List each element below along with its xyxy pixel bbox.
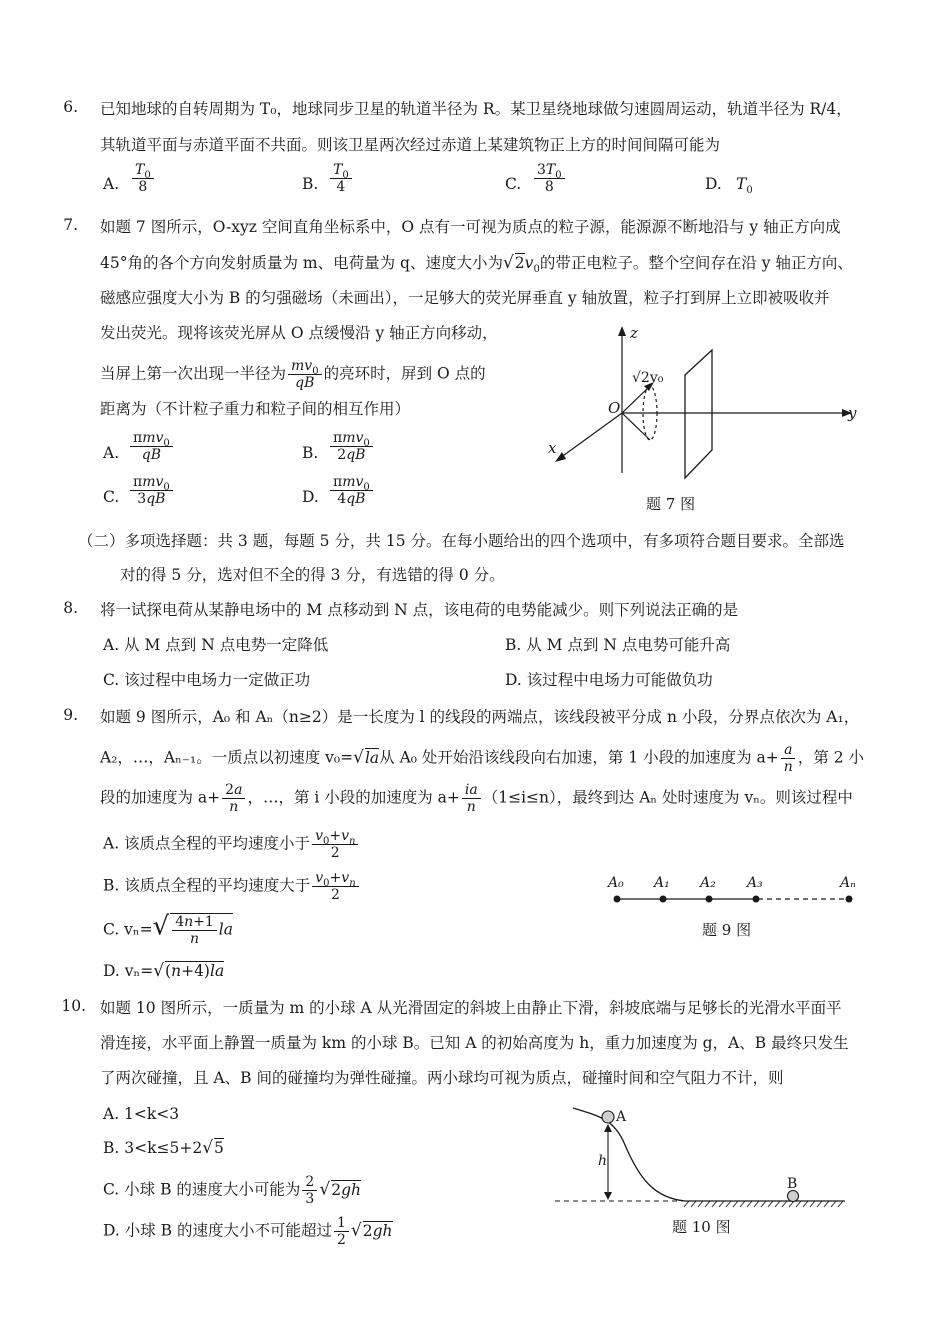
option-d-value: $T_0$ xyxy=(736,175,753,197)
option-d: D. vₙ=√(n+4)la xyxy=(103,961,225,981)
option-a: A. 1<k<3 xyxy=(103,1105,180,1123)
option-a-label: A. xyxy=(103,444,120,462)
ball-a xyxy=(602,1111,614,1123)
question-stem-line: 如题 9 图所示，A₀ 和 Aₙ（n≥2）是一长度为 l 的线段的两端点，该线段被平分成 n 小段，分界点依次为 A₁， xyxy=(100,708,860,726)
question-number: 6. xyxy=(63,98,78,116)
ball-b-label: B xyxy=(787,1176,798,1192)
option-a: A. 该质点全程的平均速度小于 $\frac{v_0+v_n}{2}$ xyxy=(103,828,360,861)
option-b: B. 该质点全程的平均速度大于 $\frac{v_0+v_n}{2}$ xyxy=(103,870,361,903)
option-a-value: $\frac{T_0}{8}$ xyxy=(130,162,156,195)
section-instruction-line: 对的得 5 分，选对但不全的得 3 分，有选错的得 0 分。 xyxy=(120,566,505,584)
option-b-label: B. xyxy=(302,175,319,193)
question-stem-line: 距离为（不计粒子重力和粒子间的相互作用） xyxy=(100,400,411,418)
section-instruction-line: （二）多项选择题：共 3 题，每题 5 分，共 15 分。在每小题给出的四个选项中，有多项符合题目要求。全部选 xyxy=(78,532,845,550)
option-b-label: B. xyxy=(302,444,319,462)
velocity-label: √2v₀ xyxy=(632,370,664,386)
option-d-label: D. xyxy=(302,488,319,506)
option-d-value: $\frac{\pi mv_0}{4qB}$ xyxy=(328,474,375,507)
ground-hatching xyxy=(684,1201,843,1207)
origin-label: O xyxy=(608,399,621,417)
question-stem-line: 段的加速度为 a+ $\frac{2a}{n}$ ，…，第 i 小段的加速度为 a+ $\frac{ia}{n}$ （1≤i≤n），最终到达 Aₙ 处时速度为 vₙ。则该过程中 xyxy=(100,782,853,815)
ball-b xyxy=(788,1191,799,1202)
question-stem-line: 发出荧光。现将该荧光屏从 O 点缓慢沿 y 轴正方向移动， xyxy=(100,324,498,342)
question-number: 8. xyxy=(63,599,78,617)
question-stem-line: 了两次碰撞，且 A、B 间的碰撞均为弹性碰撞。两小球均可视为质点，碰撞时间和空气阻力不计，则 xyxy=(100,1069,784,1087)
question-stem-line: 磁感应强度大小为 B 的匀强磁场（未画出），一足够大的荧光屏垂直 y 轴放置，粒子打到屏上立即被吸收并 xyxy=(100,289,830,307)
option-c-label: C. xyxy=(505,175,522,193)
option-b: B. 从 M 点到 N 点电势可能升高 xyxy=(505,636,731,654)
height-arrow-bottom xyxy=(604,1192,612,1200)
label-a2: A₂ xyxy=(700,875,716,891)
x-arrow-head xyxy=(555,452,566,462)
question-stem-line: 其轨道平面与赤道平面不共面。则该卫星两次经过赤道上某建筑物正上方的时间间隔可能为 xyxy=(100,136,721,154)
option-d-label: D. xyxy=(705,175,722,193)
fluorescent-screen xyxy=(685,350,712,478)
z-label: z xyxy=(630,324,638,342)
height-arrow-top xyxy=(604,1124,612,1132)
option-b-value: $\frac{\pi mv_0}{2qB}$ xyxy=(328,430,375,463)
option-d: D. 小球 B 的速度大小不可能超过 $\frac{1}{2}$ √2gh xyxy=(103,1215,393,1248)
point-a3 xyxy=(753,896,760,903)
cone-line xyxy=(622,413,650,440)
label-an: Aₙ xyxy=(840,875,856,891)
figure-7-diagram xyxy=(540,320,870,520)
point-a0 xyxy=(614,896,621,903)
option-b-value: $\frac{T_0}{4}$ xyxy=(328,162,354,195)
question-stem-line: A₂，…，Aₙ₋₁。一质点以初速度 v₀=√la从 A₀ 处开始沿该线段向右加速，第 1 小段的加速度为 a+ $\frac{a}{n}$ ，第 2 小 xyxy=(100,742,865,775)
question-stem-line: 当屏上第一次出现一半径为 $\frac{mv_0}{qB}$ 的亮环时，屏到 O 点的 xyxy=(100,358,486,391)
question-stem-line: 如题 7 图所示，O-xyz 空间直角坐标系中，O 点有一可视为质点的粒子源，能源源不断地沿与 y 轴正方向成 xyxy=(100,218,841,236)
slope-curve xyxy=(573,1108,685,1201)
label-a3: A₃ xyxy=(747,875,763,891)
option-c: C. 小球 B 的速度大小可能为 $\frac{2}{3}$ √2gh xyxy=(103,1174,361,1207)
option-a-label: A. xyxy=(103,175,120,193)
y-label: y xyxy=(848,404,857,422)
option-c-label: C. xyxy=(103,488,120,506)
option-c: C. vₙ=√ $\frac{4n+1}{n}$ la xyxy=(103,911,233,947)
z-arrow-head xyxy=(618,326,626,336)
question-stem-line: 已知地球的自转周期为 T₀，地球同步卫星的轨道半径为 R。某卫星绕地球做匀速圆周运动，轨道半径为 R/4， xyxy=(100,100,852,118)
label-a0: A₀ xyxy=(608,875,624,891)
question-number: 10. xyxy=(61,997,86,1015)
point-an xyxy=(846,896,853,903)
figure-10-caption: 题 10 图 xyxy=(672,1218,731,1236)
option-b: B. 3<k≤5+2√5 xyxy=(103,1138,224,1158)
figure-7-caption: 题 7 图 xyxy=(646,495,696,513)
option-d: D. 该过程中电场力可能做负功 xyxy=(505,671,713,689)
ball-a-label: A xyxy=(616,1109,627,1125)
figure-9-caption: 题 9 图 xyxy=(702,921,752,939)
option-a: A. 从 M 点到 N 点电势一定降低 xyxy=(103,636,329,654)
question-number: 9. xyxy=(63,706,78,724)
option-a-value: $\frac{\pi mv_0}{qB}$ xyxy=(128,430,175,463)
question-stem-line: 将一试探电荷从某静电场中的 M 点移动到 N 点，该电荷的电势能减少。则下列说法正确的是 xyxy=(100,601,739,619)
question-number: 7. xyxy=(63,216,78,234)
point-a1 xyxy=(660,896,667,903)
figure-10-diagram xyxy=(545,1100,865,1210)
figure-9-diagram xyxy=(600,870,870,915)
x-axis xyxy=(560,413,622,458)
question-stem-line: 如题 10 图所示，一质量为 m 的小球 A 从光滑固定的斜坡上由静止下滑，斜坡底端与足够长的光滑水平面平 xyxy=(100,999,842,1017)
x-label: x xyxy=(548,439,557,457)
option-c-value: $\frac{\pi mv_0}{3qB}$ xyxy=(128,474,175,507)
option-c-value: $\frac{3T_0}{8}$ xyxy=(532,162,567,195)
point-a2 xyxy=(706,896,713,903)
question-stem-line: 滑连接，水平面上静置一质量为 km 的小球 B。已知 A 的初始高度为 h，重力加速度为 g，A、B 最终只发生 xyxy=(100,1034,849,1052)
height-label: h xyxy=(598,1153,608,1169)
option-c: C. 该过程中电场力一定做正功 xyxy=(103,671,311,689)
label-a1: A₁ xyxy=(654,875,670,891)
question-stem-line: 45°角的各个方向发射质量为 m、电荷量为 q、速度大小为$√2v_0$的带正电粒子。整个空间存在沿 y 轴正方向、 xyxy=(100,253,853,276)
